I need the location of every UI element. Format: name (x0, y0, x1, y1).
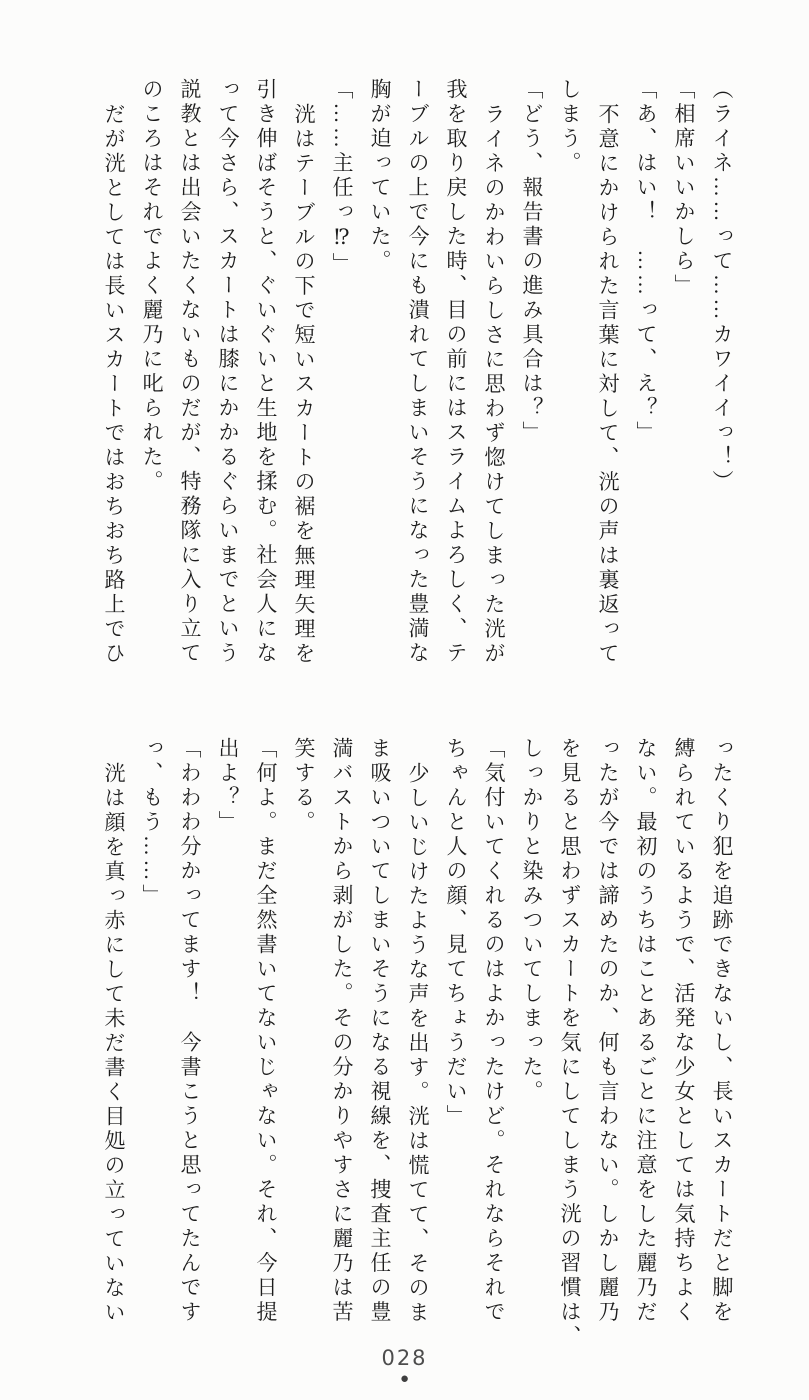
text-line: 我を取り戻した時、目の前にはスライムよろしく、テ (444, 78, 468, 666)
text-line: 縛られているようで、活発な少女としては気持ちよく (672, 737, 696, 1325)
text-line: しまう。 (558, 78, 582, 176)
footer-dot-icon: ● (399, 1371, 410, 1387)
text-line: 「どう、報告書の進み具合は？」 (520, 78, 544, 446)
text-line: だが洸としては長いスカートではおちおち路上でひ (102, 102, 126, 666)
text-line: 「相席いいかしら」 (672, 78, 696, 299)
text-line: 「あ、はい！ ……って、え？」 (634, 78, 658, 446)
text-line: 「わわわ分かってます！ 今書こうと思ってたんです (178, 737, 202, 1325)
text-line: ったくり犯を追跡できないし、長いスカートだと脚を (710, 737, 734, 1325)
text-line: のころはそれでよく麗乃に叱られた。 (140, 78, 164, 495)
text-line: （ライネ……って……カワイイっ！） (710, 78, 734, 495)
text-block-bottom (95, 737, 741, 1361)
text-line: 洸は顔を真っ赤にして未だ書く目処の立っていない (102, 761, 126, 1325)
text-line: 少しいじけたような声を出す。洸は慌てて、そのま (406, 761, 430, 1325)
text-line: って今さら、スカートは膝にかかるぐらいまでという (216, 78, 240, 666)
text-line: ない。最初のうちはことあるごとに注意をした麗乃だ (634, 737, 658, 1325)
text-line: ちゃんと人の顔、見てちょうだい」 (444, 737, 468, 1129)
text-line: を見ると思わずスカートを気にしてしまう洸の習慣は、 (558, 737, 582, 1350)
text-line: ったが今では諦めたのか、何も言わない。しかし麗乃 (596, 737, 620, 1325)
text-line: っ、もう……」 (140, 737, 164, 909)
text-line: 笑する。 (292, 737, 316, 835)
text-line: 不意にかけられた言葉に対して、洸の声は裏返って (596, 102, 620, 666)
text-line: 満バストから剥がした。その分かりやすさに麗乃は苦 (330, 737, 354, 1325)
text-line: 「……主任っ⁉」 (330, 78, 354, 277)
text-line: ま吸いついてしまいそうになる視線を、捜査主任の豊 (368, 737, 392, 1325)
text-line: 「気付いてくれるのはよかったけど。それならそれで (482, 737, 506, 1325)
text-line: 引き伸ばそうと、ぐいぐいと生地を揉む。社会人にな (254, 78, 278, 666)
text-line: 洸はテーブルの下で短いスカートの裾を無理矢理を (292, 102, 316, 666)
text-line: 「何よ。まだ全然書いてないじゃない。それ、今日提 (254, 737, 278, 1325)
text-line: 出よ？」 (216, 737, 240, 835)
text-line: しっかりと染みついてしまった。 (520, 737, 544, 1105)
text-line: 胸が迫っていた。 (368, 78, 392, 274)
text-line: ーブルの上で今にも潰れてしまいそうになった豊満な (406, 78, 430, 666)
text-line: ライネのかわいらしさに思わず惚けてしまった洸が (482, 102, 506, 666)
text-line: 説教とは出会いたくないものだが、特務隊に入り立て (178, 78, 202, 666)
page-number: 028 (381, 1346, 428, 1370)
text-block-top (95, 78, 741, 696)
